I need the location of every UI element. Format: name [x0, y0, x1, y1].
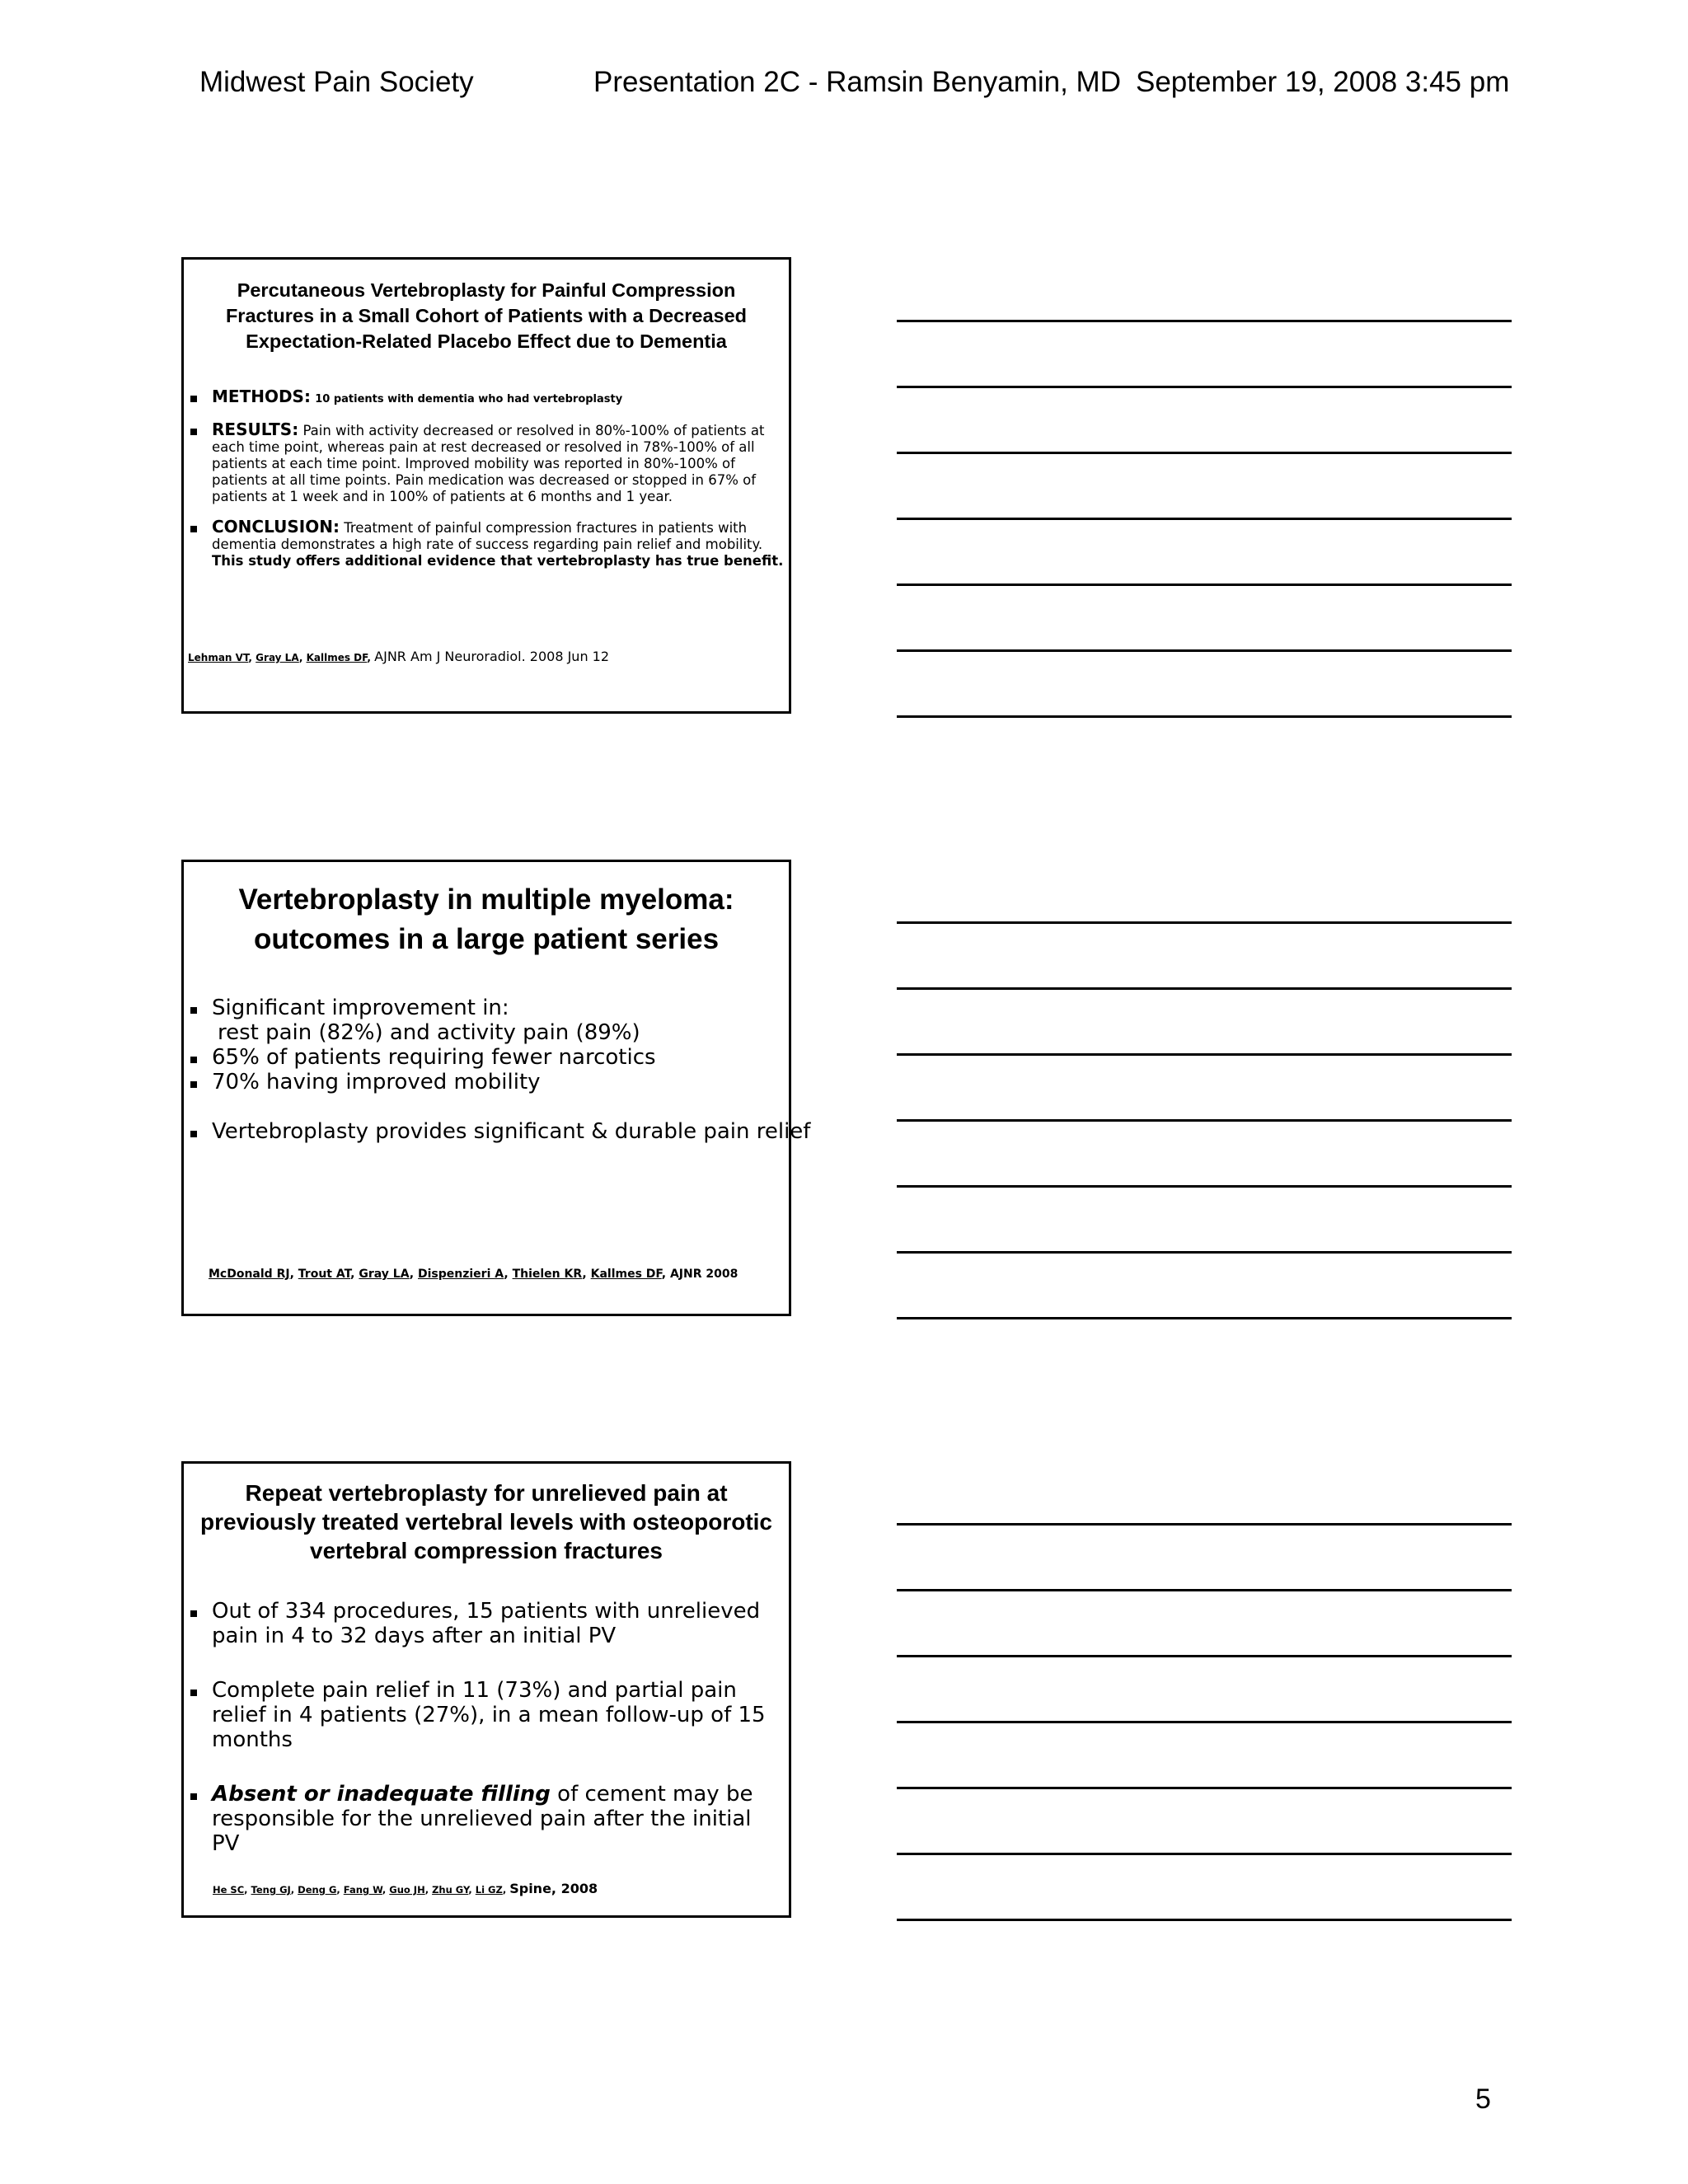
slide-3-citation: He SC, Teng GJ, Deng G, Fang W, Guo JH, Zhu GY, Li GZ, Spine, 2008: [213, 1881, 598, 1896]
author: Guo JH: [389, 1884, 425, 1896]
notes-lines-3: [897, 1523, 1512, 1985]
author: Teng GJ: [251, 1884, 291, 1896]
bullet: [189, 1782, 784, 1856]
bullet: [189, 996, 784, 1045]
slide-1-results: [189, 421, 784, 505]
note-line: [897, 518, 1512, 520]
bullet-text: Complete pain relief in 11 (73%) and partial pain relief in 4 patients (27%), in a mean follow-up of 15 months: [212, 1678, 766, 1752]
notes-lines-2: [897, 921, 1512, 1383]
note-line: [897, 1589, 1512, 1591]
author: Kallmes DF: [306, 652, 368, 663]
bullet: [189, 1119, 811, 1144]
bullet: [189, 1070, 784, 1094]
bullet-text: 65% of patients requiring fewer narcotics: [212, 1045, 656, 1070]
conclusion-text: Treatment of painful compression fractures in patients with dementia demonstrates a high rate of success regarding pain relief and mobility.: [212, 520, 763, 552]
slide-2: [181, 860, 811, 1316]
author: Dispenzieri A: [418, 1268, 504, 1281]
results-text: Pain with activity decreased or resolved in 80%-100% of patients at each time point, whereas pain at rest decreased or resolved in 78%-100% of all patients at each time point. Improved mobility was reported in 80%-100% of patients at all time points. Pain medication was decreased or stopped in 67% of patients at 1 week and in 100% of patients at 6 months and 1 year.: [212, 423, 765, 504]
slide-2-bullets: [189, 996, 811, 1144]
author: Fang W: [343, 1884, 382, 1896]
slide-2-citation: McDonald RJ, Trout AT, Gray LA, Dispenzieri A, Thielen KR, Kallmes DF, AJNR 2008: [209, 1268, 738, 1281]
note-line: [897, 1919, 1512, 1921]
conclusion-bold: This study offers additional evidence that vertebroplasty has true benefit.: [212, 553, 784, 569]
bullet-text: of cement may be responsible for the unrelieved pain after the initial PV: [212, 1782, 753, 1856]
slide-1-methods: [189, 388, 784, 408]
bullet-sub-text: rest pain (82%) and activity pain (89%): [218, 1020, 640, 1045]
author: Lehman VT: [188, 652, 249, 663]
author: Li GZ: [475, 1884, 503, 1896]
note-line: [897, 1787, 1512, 1789]
note-line: [897, 320, 1512, 322]
slide-3: [181, 1461, 791, 1918]
conclusion-label: CONCLUSION:: [212, 517, 340, 537]
author: Deng G: [298, 1884, 337, 1896]
author: Thielen KR: [512, 1268, 583, 1281]
page-number: 5: [1475, 2083, 1491, 2115]
author: McDonald RJ: [209, 1268, 290, 1281]
slide-1-citation: Lehman VT, Gray LA, Kallmes DF, AJNR Am J Neuroradiol. 2008 Jun 12: [188, 649, 610, 664]
note-line: [897, 1721, 1512, 1723]
slide-1-bullets: [189, 388, 784, 583]
bullet: [189, 1045, 784, 1070]
slide-1-conclusion: [189, 518, 784, 569]
note-line: [897, 1251, 1512, 1254]
results-label: RESULTS:: [212, 419, 299, 439]
note-line: [897, 1523, 1512, 1526]
journal: AJNR Am J Neuroradiol. 2008 Jun 12: [374, 649, 610, 664]
note-line: [897, 715, 1512, 718]
author: Gray LA: [256, 652, 299, 663]
header-center: Presentation 2C - Ramsin Benyamin, MD: [593, 66, 1121, 98]
note-line: [897, 1053, 1512, 1056]
note-line: [897, 386, 1512, 388]
journal: AJNR 2008: [669, 1268, 738, 1281]
note-line: [897, 1317, 1512, 1319]
bullet: [189, 1599, 784, 1648]
slide-1-title: Percutaneous Vertebroplasty for Painful Compression Fractures in a Small Cohort of Patients with a Decreased Expectation-Related Placebo Effect due to Dementia: [225, 279, 748, 352]
bullet-text: Significant improvement in:: [212, 996, 509, 1020]
note-line: [897, 583, 1512, 586]
journal: Spine, 2008: [509, 1881, 598, 1896]
note-line: [897, 1185, 1512, 1188]
header-right: September 19, 2008 3:45 pm: [1136, 66, 1510, 98]
note-line: [897, 649, 1512, 652]
slide-3-bullets: [189, 1599, 784, 1856]
author: Gray LA: [359, 1268, 410, 1281]
slide-1: [181, 257, 791, 714]
header-left: Midwest Pain Society: [199, 66, 474, 98]
note-line: [897, 921, 1512, 924]
note-line: [897, 1655, 1512, 1657]
bullet-emphasis: Absent or inadequate filling: [212, 1782, 551, 1807]
slide-3-title: Repeat vertebroplasty for unrelieved pain at previously treated vertebral levels with osteoporotic vertebral compression fractures: [200, 1480, 772, 1563]
note-line: [897, 1119, 1512, 1122]
bullet: [189, 1678, 784, 1752]
bullet-text: Out of 334 procedures, 15 patients with unrelieved pain in 4 to 32 days after an initial PV: [212, 1599, 761, 1648]
author: Zhu GY: [432, 1884, 469, 1896]
author: He SC: [213, 1884, 245, 1896]
note-line: [897, 987, 1512, 990]
note-line: [897, 1853, 1512, 1855]
author: Trout AT: [298, 1268, 351, 1281]
methods-label: METHODS:: [212, 387, 311, 406]
author: Kallmes DF: [590, 1268, 662, 1281]
note-line: [897, 452, 1512, 454]
slide-2-title: Vertebroplasty in multiple myeloma: outcomes in a large patient series: [238, 883, 734, 955]
bullet-text: Vertebroplasty provides significant & durable pain relief: [212, 1119, 811, 1144]
bullet-text: 70% having improved mobility: [212, 1070, 541, 1094]
methods-text: 10 patients with dementia who had vertebroplasty: [315, 393, 623, 405]
notes-lines-1: [897, 320, 1512, 781]
